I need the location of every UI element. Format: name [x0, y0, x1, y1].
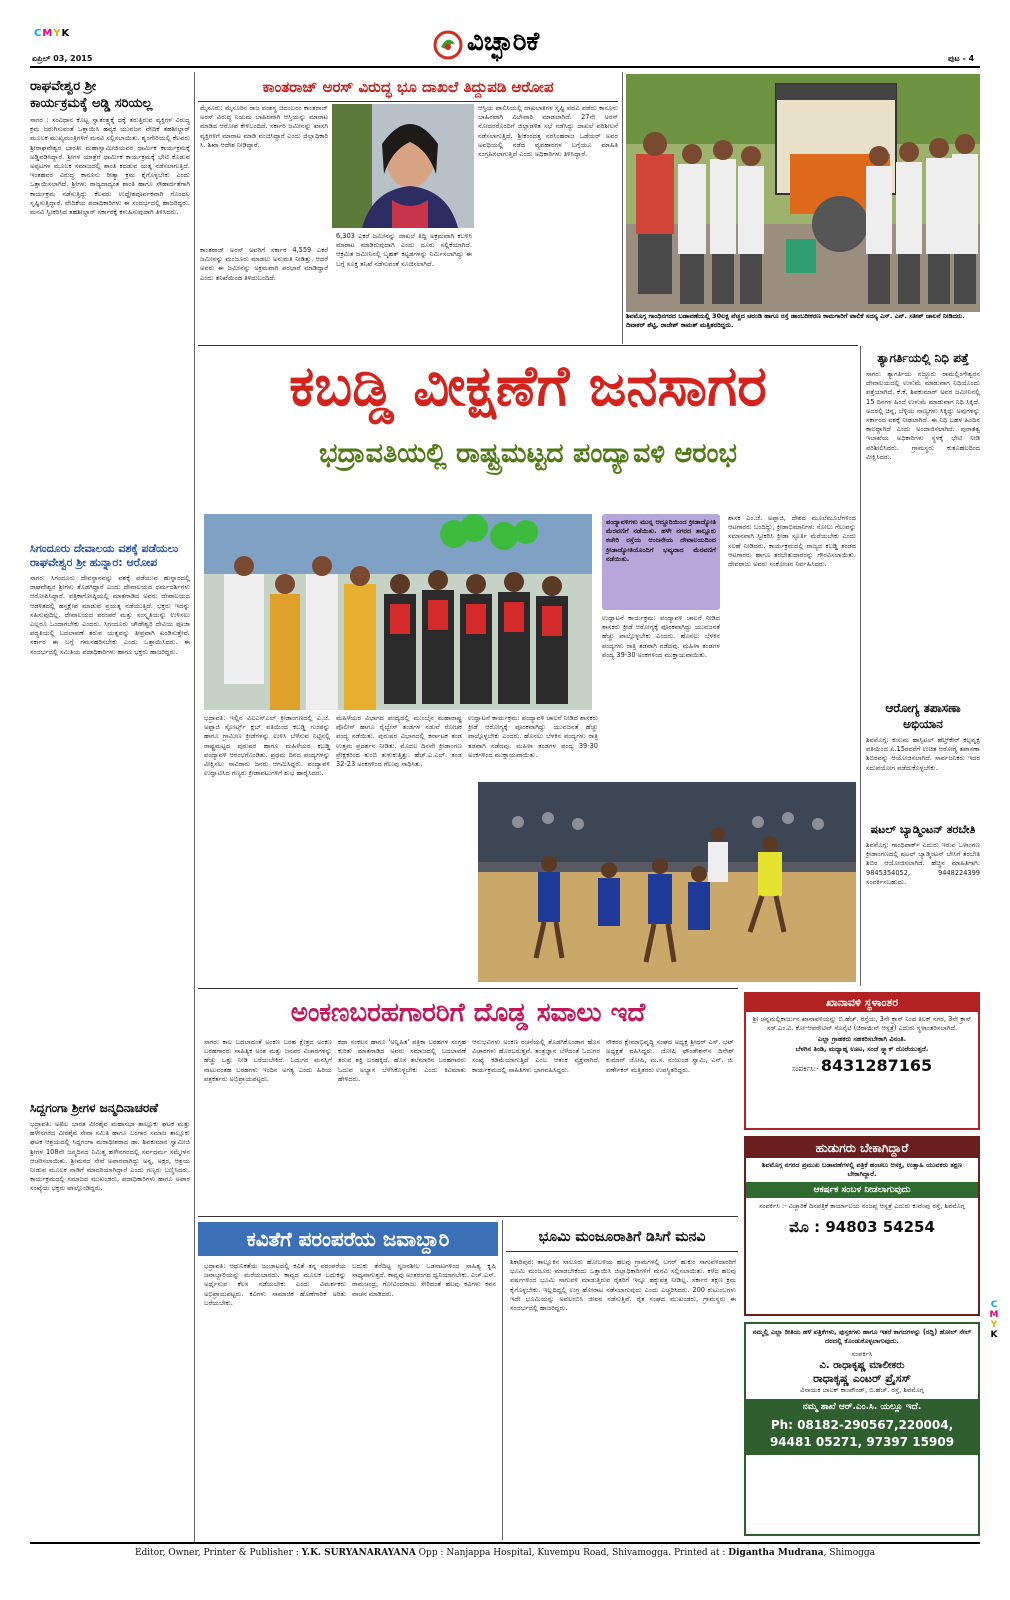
right-article-1: ಸಾಗರ: ತ್ಯಾಗರ್ತಿಯ ನಜ್ಜೂರು ರಾಮಲ್ಲಿಂಗೇಶ್ವರನ ದೇವಾಲಯದಲ್ಲಿ ಉಳುಮೆ ಮಾಡುವಾಗ ನಿಧಿಯೊಂದು ಪತ್ತೆಯಾಗಿದೆ. ಕೆ.ಕೆ. ಶಿವಕುಮಾರ್ ಅವರ ಜಮೀನಿನಲ್ಲಿ 15 ದಿನಗಳ ಹಿಂದೆ ಉಳುಮೆ ಮಾಡುವಾಗ ನಿಧಿ ಸಿಕ್ಕಿದೆ. ಅದರಲ್ಲಿ ಚಿನ್ನ, ಬೆಳ್ಳಿಯ ನಾಣ್ಯಗಳು ಸಿಕ್ಕಿದ್ದು ಅವುಗಳನ್ನು ಸರ್ಕಾರದ ವಶಕ್ಕೆ ನೀಡಲಾಗಿದೆ. ಈ ನಿಧಿ ಬಹಳ ಹಿಂದಿನ ಕಾಲದ್ದಾಗಿದೆ ಎಂದು ಅಂದಾಜಿಸಲಾಗಿದೆ. ಪುರಾತತ್ವ ಇಲಾಖೆಯ ಅಧಿಕಾರಿಗಳು ಸ್ಥಳಕ್ಕೆ ಭೇಟಿ ನೀಡಿ ಪರಿಶೀಲಿಸಿದರು. ಗ್ರಾಮಸ್ಥರು ಕುತೂಹಲದಿಂದ ವೀಕ್ಷಿಸಿದರು. [866, 370, 980, 461]
ad-scrap-address: ವಿನಾಯಕ ಬಾಲಕ್ ಕಾಂಪೌಂಡ್, ಬಿ.ಹೆಚ್. ರಸ್ತೆ, ಶಿವಮೊಗ್ಗ [800, 1385, 924, 1394]
ad-scrap-owner: ವಿ. ರಾಧಾಕೃಷ್ಣ ಮಾಲೀಕರು [819, 1359, 905, 1371]
ad-delivery-subheading: ಆಕರ್ಷಕ ಸಂಬಳ ನೀಡಲಾಗುವುದು [746, 1182, 978, 1198]
top-story-text-a1: ಮೈಸೂರು: ಮೈಸೂರಿನ ರಾಜ ವಂಶಸ್ಥ ಚಿದಂಬರಂ ಕಾಂತರಾಜ್ ಅರಸ್ ವಿರುದ್ಧ ನಿಯಮ ಬಾಹಿರವಾಗಿ ಆಸ್ತಿಯನ್ನು ಮಾರಾಟ ಮಾಡಿದ ಆರೋಪ ಕೇಳಿಬಂದಿದೆ. ಸರ್ಕಾರಿ ಜಮೀನನ್ನು ಖಾಸಗಿ ವ್ಯಕ್ತಿಗಳಿಗೆ ಮಾರಾಟ ಮಾಡಿ ವಂಚಿಸಿದ್ದಾರೆ ಎಂದು ಜಿಲ್ಲಾಧಿಕಾರಿ ಸಿ. ಶಿಖಾ ಆದೇಶ ನೀಡಿದ್ದಾರೆ. [200, 104, 328, 149]
top-story-text-a2: ಕಾಂತರಾಜ್ ಅರಸ್ ಅವರಿಗೆ ಸರ್ಕಾರ 4,559 ಎಕರೆ ಜಮೀನನ್ನು ಮಂಜೂರು ಮಾಡಲು ಅನುಮತಿ ನೀಡಿತ್ತು. ಆದರೆ ಅವರು ಈ ಜಮೀನನ್ನು ಅಕ್ರಮವಾಗಿ ಪರಭಾರೆ ಮಾಡಿದ್ದಾರೆ ಎಂದು ತನಿಖೆಯಿಂದ ತಿಳಿದುಬಂದಿದೆ. [200, 246, 328, 282]
lead-article-col3a-text: ಉದ್ಘಾಟನೆ ಕಾರ್ಯಕ್ರಮ: ಪಂದ್ಯಾವಳಿ ಚಾಲನೆ ನೀಡಿದ ಶಾಸಕರು ಕ್ರೀಡೆ ಆರೋಗ್ಯಕ್ಕೆ ಪೂರಕವಾಗಿದ್ದು ಯುವಜನತೆ ಹೆಚ್ಚು ಪಾಲ್ಗೊಳ್ಳಬೇಕು ಎಂದರು. ಹೊನಲು ಬೆಳಕಿನ ಪಂದ್ಯಗಳು ರಾತ್ರಿ ತಡವಾಗಿ ನಡೆದವು. ಮಹಿಳಾ ತಂಡಗಳ ಪಂದ್ಯ 39-30 ಅಂಕಗಳಿಂದ ಮುಕ್ತಾಯವಾಯಿತು. [602, 614, 720, 659]
kabaddi-team-photo [204, 514, 592, 710]
left-headline-1-line1: ರಾಘವೇಶ್ವರ ಶ್ರೀ [30, 79, 97, 94]
poem-story-headline: ಕವಿತೆಗೆ ಪರಂಪರೆಯ ಜವಾಬ್ದಾರಿ [198, 1222, 498, 1256]
masthead-title: ವಿಚ್ಛಾರಿಕೆ [467, 27, 540, 57]
logo-emblem-icon [433, 30, 463, 60]
road-inauguration-scene-icon [626, 74, 980, 312]
left-column [30, 72, 190, 1540]
land-story-headline: ಭೂಮಿ ಮಂಜೂರಾತಿಗೆ ಡಿಸಿಗೆ ಮನವಿ [506, 1222, 738, 1252]
poem-story-text-2: ಬದುಕು ತೆರೆದಿಟ್ಟ ಸೃಜನಶೀಲ ಒಡನಾಟಗಳಿಂದ ಸಾಹಿತ್ಯ ಕೃಷಿ ಸಾಧ್ಯವಾಗುತ್ತದೆ. ಕಾವ್ಯವು ಅಂತರಂಗದ ಧ್ವನಿಯಾಗಬೇಕು. ಎಚ್.ಎಸ್. ರಾಮಚಂದ್ರ, ಗೋವಿಂದರಾಜು ಸೇರಿದಂತೆ ಹಲವು ಕವಿಗಳು ಕವನ ವಾಚನ ಮಾಡಿದರು. [352, 1262, 496, 1298]
right-headline-3: ಷಟಲ್ ಬ್ಯಾಡ್ಮಿಂಟನ್ ತರಬೇತಿ [870, 823, 976, 836]
imprint-press: Digantha Mudrana [728, 1548, 824, 1558]
road-work-photo [626, 74, 980, 312]
issue-date: ಏಪ್ರಿಲ್ 03, 2015 [32, 54, 93, 63]
cmyk-mark-vertical: C M Y K [989, 1300, 999, 1340]
left-headline-3: ಸಿದ್ದಗಂಗಾ ಶ್ರೀಗಳ ಜನ್ಮದಿನಾಚರಣೆ [30, 1101, 158, 1115]
left-headline-2: ಸಿಗಂದೂರು ದೇವಾಲಯ ವಶಕ್ಕೆ ಪಡೆಯಲು ರಾಘವೇಶ್ವರ ಶ್ರೀ ಹುನ್ನಾರ: ಆರೋಪ [30, 542, 179, 569]
ad-delivery-text: ಶಿವಮೊಗ್ಗ ನಗರದ ಪ್ರಮುಖ ಬಡಾವಣೆಗಳಲ್ಲಿ ಪತ್ರಿಕೆ ಹಂಚಲು ಆಸಕ್ತ, ಉತ್ಸಾಹಿ ಯುವಕರು ತಕ್ಷಣ ಬೇಕಾಗಿದ್ದಾರೆ. [761, 1161, 963, 1179]
left-headline-1-line2: ಕಾರ್ಯಕ್ರಮಕ್ಕೆ ಅಡ್ಡಿ ಸರಿಯಲ್ಲ [30, 96, 153, 111]
ad-scrap-branch: ನಮ್ಮ ಶಾಖೆ ಆರ್.ಎಂ.ಸಿ. ಯಲ್ಲೂ ಇದೆ. [746, 1399, 978, 1415]
lead-headline: ಕಬಡ್ಡಿ ವೀಕ್ಷಣೆಗೆ ಜನಸಾಗರ [289, 354, 767, 419]
left-headline-1 [30, 78, 190, 112]
cmyk-mark: CMYK [34, 28, 71, 39]
woman-portrait-icon [332, 104, 474, 228]
left-article-1: ಸಾಗರ : ಸಂವಿಧಾನ ಕೊಟ್ಟ ಸ್ವಾತಂತ್ರ್ಯಕ್ಕೆ ಧಕ್ಕೆ ತರುತ್ತಿರುವ ವ್ಯಕ್ತಿಗಳ ವಿರುದ್ಧ ಕ್ರಮ ಜರುಗಿಸುವಂತೆ ಒತ್ತಾಯಿಸಿ ಹವ್ಯಕ ಯುವಜನ ವೇದಿಕೆ ತಹಶೀಲ್ದಾರ್ ಮೂಲಕ ಮುಖ್ಯಮಂತ್ರಿಗಳಿಗೆ ಮನವಿ ಸಲ್ಲಿಸಲಾಯಿತು. ಶೃಂಗೇರಿಯಲ್ಲಿ ಕೆಲವರು ಶ್ರೀರಾಘವೇಶ್ವರ ಭಾರತೀ ಮಹಾಸ್ವಾಮೀಜಿಯವರ ಧಾರ್ಮಿಕ ಕಾರ್ಯಕ್ರಮಕ್ಕೆ ಅಡ್ಡಿಪಡಿಸಿದ್ದಾರೆ. ಶ್ರೀಗಳ ಯಾತ್ರೆಗೆ ಧಾರ್ಮಿಕ ಕಾರ್ಯಕ್ರಮಕ್ಕೆ ಭೇಟಿ ಕೊಡುವ ಅಪ್ಪಟಗಳ ಮೂಲಕ ಸಮಾಜದಲ್ಲಿ ಶಾಂತಿ ಕದಡುವ ಯತ್ನ ನಡೆಸಲಾಗುತ್ತಿದೆ. ಇಂತಹವರ ವಿರುದ್ಧ ಕಾನೂನು ರೀತ್ಯಾ ಕ್ರಮ ಕೈಗೊಳ್ಳಬೇಕು ಎಂದು ಒತ್ತಾಯಿಸಲಾಗಿದೆ. ಶ್ರೀಗಳು ರಾಜ್ಯದಾದ್ಯಂತ ಶಾಂತಿ ಹಾಗೂ ಸೌಹಾರ್ದತೆಗಾಗಿ ಕಾರ್ಯಕ್ರಮ ನಡೆಸುತ್ತಿದ್ದು ಕೆಲವರು ಉದ್ದೇಶಪೂರ್ವಕವಾಗಿ ಗೊಂದಲ ಸೃಷ್ಟಿಸುತ್ತಿದ್ದಾರೆ. ವೇದಿಕೆಯ ಪದಾಧಿಕಾರಿಗಳು ಈ ಸಂದರ್ಭದಲ್ಲಿ ಹಾಜರಿದ್ದರು. ಮನವಿ ಸ್ವೀಕರಿಸಿದ ತಹಶೀಲ್ದಾರ್ ಸರ್ಕಾರಕ್ಕೆ ಕಳುಹಿಸುವುದಾಗಿ ತಿಳಿಸಿದರು. [30, 116, 190, 217]
ad-khanavali-heading: ಖಾನಾವಳಿ ಸ್ಥಳಾಂತರ [746, 994, 978, 1012]
land-story-text: ಶಿಕಾರಿಪುರ: ತಾಲ್ಲೂಕಿನ ಸಾಲೂರು ಹೋಬಳಿಯ ಹಲವು ಗ್ರಾಮಗಳಲ್ಲಿ ಬಗರ್ ಹುಕುಂ ಸಾಗುವಳಿದಾರರಿಗೆ ಭೂಮಿ ಮಂಜೂರು ಮಾಡಬೇಕೆಂದು ಒತ್ತಾಯಿಸಿ ಜಿಲ್ಲಾಧಿಕಾರಿಗಳಿಗೆ ಮನವಿ ಸಲ್ಲಿಸಲಾಯಿತು. ಕಳೆದ ಹಲವು ವರ್ಷಗಳಿಂದ ಭೂಮಿ ಸಾಗುವಳಿ ಮಾಡುತ್ತಿರುವ ರೈತರಿಗೆ ಇನ್ನೂ ಹಕ್ಕುಪತ್ರ ನೀಡಿಲ್ಲ. ಸರ್ಕಾರ ತಕ್ಷಣ ಕ್ರಮ ಕೈಗೊಳ್ಳಬೇಕು. ಇಲ್ಲದಿದ್ದಲ್ಲಿ ಉಗ್ರ ಹೋರಾಟ ನಡೆಸಲಾಗುವುದು ಎಂದು ಎಚ್ಚರಿಸಿದರು. 200 ಕುಟುಂಬಗಳು ಇದೇ ಭೂಮಿಯನ್ನು ಅವಲಂಬಿಸಿ ಜೀವನ ನಡೆಸುತ್ತಿವೆ. ರೈತ ಸಂಘದ ಮುಖಂಡರು, ಗ್ರಾಮಸ್ಥರು ಈ ಸಂದರ್ಭದಲ್ಲಿ ಹಾಜರಿದ್ದರು. [510, 1258, 736, 1313]
ad-khanavali-line3: ಬೆಳಗಿನ ತಿಂಡಿ, ಮಧ್ಯಾಹ್ನ ಊಟ, ಸಂಜೆ ಸ್ನ್ಯಾಕ್ ದೊರೆಯುತ್ತದೆ. [795, 1044, 929, 1053]
second-story-text-4: ನೌಕರರ ಕ್ಷೇಮಾಭಿವೃದ್ಧಿ ಸಂಘದ ಅಧ್ಯಕ್ಷ ಶ್ರೀಧರ್ ಎಸ್. ಭಟ್ ಅಧ್ಯಕ್ಷತೆ ವಹಿಸಿದ್ದರು. ಜೋಷಿ ಫೌಂಡೇಶನ್‌ನ ದಿನೇಶ್ ಕುಮಾರ್ ಜೋಷಿ, ಮ.ಸ. ನಂಜುಂಡ ಸ್ವಾಮಿ, ಎನ್. ಜಿ. ವರ್ಣೇಕರ್ ಮತ್ತಿತರರು ಉಪಸ್ಥಿತರಿದ್ದರು. [606, 1038, 734, 1074]
ad-delivery-heading: ಹುಡುಗರು ಬೇಕಾಗಿದ್ದಾರೆ [746, 1138, 978, 1158]
ad-scrap-text: ನಮ್ಮಲ್ಲಿ ಎಲ್ಲಾ ರೀತಿಯ ಹಳೆ ಪತ್ರಿಕೆಗಳು, ಪುಸ್ತಕಗಳು ಹಾಗೂ ಇತರೆ ಕಾಗದಗಳನ್ನು (ರದ್ದಿ) ಹೋಲ್ ಸೇಲ್ ದರದಲ್ಲಿ ಕೊಂಡುಕೊಳ್ಳಲಾಗುವುದು. [752, 1328, 972, 1346]
kabaddi-highlight-box: ಪಂದ್ಯಾವಳಿಗಳು ಮುನ್ನ ಆದ್ದೂರಿಯಿಂದ ಕ್ರೀಡಾಜ್ಯೋತಿ ಮೆರವಣಿಗೆ ನಡೆಯಿತು. ಹಳೇ ನಗರದ ತಾಲ್ಲೂಕು ಕಚೇರಿ ರಸ್ತೆಯ ಆಂಜನೇಯ ದೇವಾಲಯದಿಂದ ಕ್ರೀಡಾಜ್ಯೋತಿಯೊಂದಿಗೆ ಭವ್ಯವಾದ ಮೆರವಣಿಗೆ ನಡೆಯಿತು. [602, 514, 720, 610]
imprint-line [30, 1546, 980, 1562]
ad-scrap-contact-label: ಸಂಪರ್ಕಿಸಿ [851, 1350, 873, 1359]
lead-article-4: ಶಾಸಕ ಎಂ.ಜೆ. ಅಪ್ಪಾಜಿ, ದೇಶದ ಮೂಲೆಮೂಲೆಗಳಿಂದ ಆಟಗಾರರು ಬಂದಿದ್ದು, ಕ್ರೀಡಾಭಿಮಾನಿಗಳು ಸೋಲು ಗೆಲುವನ್ನು ಸಮಾನವಾಗಿ ಸ್ವೀಕರಿಸಿ ಕ್ರೀಡಾ ಸ್ಫೂರ್ತಿ ಮೆರೆಯಬೇಕು ಎಂದು ಸಲಹೆ ನೀಡಿದರು. ಕಾರ್ಯಕ್ರಮದಲ್ಲಿ ರಾಜ್ಯದ ಕಬಡ್ಡಿ ತಂಡದ ಆಟಗಾರರು ಹಾಗೂ ತರಬೇತುದಾರರನ್ನು ಗೌರವಿಸಲಾಯಿತು. ದೇವರಾಜು ಅವರು ಸಂಕೋಚನ ನಿರ್ವಹಿಸಿದರು. [728, 514, 856, 569]
kabaddi-match-action-icon [478, 782, 856, 982]
ad-khanavali-contact [746, 1056, 978, 1076]
masthead [0, 0, 1010, 70]
second-story-text-3: ಆನುಭವಿಗಳು ಅಂಕಣ ರಚನೆಯಲ್ಲಿ ತೊಡಗಿಕೊಂಡಾಗ ಹೊಸ ವಿಚಾರಗಳು ಹೊರಬರುತ್ತವೆ. ತಂತ್ರಜ್ಞಾನ ಬೆಳೆದಂತೆ ಓದುಗರ ಸಂಖ್ಯೆ ಕಡಿಮೆಯಾಗುತ್ತಿದೆ ಎಂಬ ಆತಂಕ ವ್ಯಕ್ತವಾಗಿದೆ. ಕಾರ್ಯಕ್ರಮದಲ್ಲಿ ಸಾಹಿತಿಗಳು ಭಾಗವಹಿಸಿದ್ದರು. [472, 1038, 600, 1074]
top-story-headline: ಕಾಂತರಾಜ್ ಅರಸ್ ವಿರುದ್ಧ ಭೂ ದಾಖಲೆ ತಿದ್ದುಪಡಿ ಆರೋಪ [262, 78, 554, 96]
top-story-text-c: ಆಸ್ತಿಯ ಪಾಲಿಸಿಯಲ್ಲಿ ದಾಖಲಾತಿಗಳ ಸೃಷ್ಟಿ ಪದವಿ ಪಡೆದು ಕಾನೂನು ಬಾಹಿರವಾಗಿ ವಿಲೇವಾರಿ ಮಾಡಲಾಗಿದೆ. 27ನೇ ಅರಸ್ ಸೋದರರೊಂದಿಗೆ ಜಿಲ್ಲಾಡಳಿತ ಸಭೆ ನಡೆಸಿದ್ದು ದಾಖಲೆ ಪರಿಶೀಲನೆ ನಡೆಸಲಾಗುತ್ತಿದೆ. ಶ್ರೀಕಂಠದತ್ತ ನರಸಿಂಹರಾಜ ಒಡೆಯರ್ ಅವರ ಅವಧಿಯಲ್ಲಿ ನಡೆದ ವ್ಯವಹಾರಗಳ ಬಗ್ಗೆಯೂ ಮಾಹಿತಿ ಸಂಗ್ರಹಿಸಲಾಗುತ್ತಿದೆ ಎಂದು ಅಧಿಕಾರಿಗಳು ತಿಳಿಸಿದ್ದಾರೆ. [478, 104, 618, 159]
second-story-headline: ಅಂಕಣಬರಹಗಾರರಿಗೆ ದೊಡ್ಡ ಸವಾಲು ಇದೆ [290, 998, 646, 1028]
right-column [866, 348, 980, 988]
ad-scrap-phones [746, 1415, 978, 1455]
imprint-address: Opp : Nanjappa Hospital, Kuvempu Road, Shivamogga. Printed at : [415, 1548, 729, 1558]
ad-delivery-phone: ಮೊ : 94803 54254 [789, 1217, 935, 1236]
masthead-logo [433, 26, 593, 62]
ad-khanavali [744, 992, 980, 1130]
lead-article-3: ಉದ್ಘಾಟನೆ ಕಾರ್ಯಕ್ರಮ: ಪಂದ್ಯಾವಳಿ ಚಾಲನೆ ನೀಡಿದ ಶಾಸಕರು ಕ್ರೀಡೆ ಆರೋಗ್ಯಕ್ಕೆ ಪೂರಕವಾಗಿದ್ದು ಯುವಜನತೆ ಹೆಚ್ಚು ಪಾಲ್ಗೊಳ್ಳಬೇಕು ಎಂದರು. ಹೊನಲು ಬೆಳಕಿನ ಪಂದ್ಯಗಳು ರಾತ್ರಿ ತಡವಾಗಿ ನಡೆದವು. ಮಹಿಳಾ ತಂಡಗಳ ಪಂದ್ಯ 39-30 ಅಂಕಗಳಿಂದ ಮುಕ್ತಾಯವಾಯಿತು. [468, 714, 598, 759]
second-story-text-2: ಕಥಾ ಸಂಕಲನ ಹಾಗೂ 'ಅನ್ನಿಹಿತ' ಪತ್ರಿಕಾ ಬರಹಗಳ ಸಂಗ್ರಹ ಕುರಿತು ಮಾತನಾಡಿದ ಅವರು ಸಮಾಜದಲ್ಲಿ ಬದಲಾವಣೆ ತರುವ ಶಕ್ತಿ ಬರಹಕ್ಕಿದೆ. ಹೊಸ ತಲೆಮಾರಿನ ಬರಹಗಾರರು ಓದುವ ಅಭ್ಯಾಸ ಬೆಳೆಸಿಕೊಳ್ಳಬೇಕು ಎಂದು ಕಿವಿಮಾತು ಹೇಳಿದರು. [338, 1038, 466, 1083]
lead-article-1: ಭದ್ರಾವತಿ: ಇಲ್ಲಿನ ವಿಐಎಸ್‌ಎಲ್ ಕ್ರೀಡಾಂಗಣದಲ್ಲಿ ಎ.ಜೆ. ಅಪ್ಪಾಜಿ ಸ್ಪೋರ್ಟ್ಸ್ ಕ್ಲಬ್ ವತಿಯಿಂದ ಕಬಡ್ಡಿ ಗುಂಪನ್ನು ಹಾಗೂ ಗ್ರಾಮೀಣ ಕ್ರೀಡೆಗಳನ್ನು ಉಳಿಸಿ ಬೆಳೆಸುವ ನಿಟ್ಟಿನಲ್ಲಿ ರಾಷ್ಟ್ರಮಟ್ಟದ ಪುರುಷರ ಹಾಗೂ ಮಹಿಳೆಯರ ಕಬಡ್ಡಿ ಪಂದ್ಯಾವಳಿ ಆರಂಭಗೊಂಡಿತು. ಪ್ರಥಮ ದಿನದ ಪಂದ್ಯಗಳನ್ನು ವೀಕ್ಷಿಸಲು ಸಾವಿರಾರು ಜನರು ಆಗಮಿಸಿದ್ದರು. ಪಂದ್ಯಾವಳಿ ಉದ್ಘಾಟಿಸಿದ ಗಣ್ಯರು ಕ್ರೀಡಾಪಟುಗಳಿಗೆ ಶುಭ ಹಾರೈಸಿದರು. [204, 714, 330, 778]
lead-article-2: ಮಹಿಳೆಯರ ವಿಭಾಗದ ಪಂದ್ಯದಲ್ಲಿ ಮುಂಬೈನ ಮಹಾರಾಷ್ಟ್ರ ಪೊಲೀಸ್ ಹಾಗೂ ರೈಲ್ವೇಸ್ ತಂಡಗಳ ನಡುವೆ ರೋಚಕ ಪಂದ್ಯ ನಡೆಯಿತು. ಪುರುಷರ ವಿಭಾಗದಲ್ಲಿ ಕರ್ನಾಟಕ ತಂಡ ಉತ್ತಮ ಪ್ರದರ್ಶನ ನೀಡಿತು. ಮೊದಲ ದಿನವೇ ಕ್ರೀಡಾಂಗಣ ಪ್ರೇಕ್ಷಕರಿಂದ ತುಂಬಿ ತುಳುಕುತ್ತಿತ್ತು. ಹೆಚ್.ಎ.ಎಲ್. ತಂಡ 32-23 ಅಂಕಗಳಿಂದ ಗೆಲುವು ಸಾಧಿಸಿತು. [336, 714, 462, 769]
page-number: ಪುಟ - 4 [948, 54, 975, 63]
poem-story-text-1: ಭದ್ರಾವತಿ: ಆಧುನಿಕತೆಯ ಜಂಜಾಟದಲ್ಲಿ ಕವಿತೆ ತನ್ನ ಪರಂಪರೆಯ ಜವಾಬ್ದಾರಿಯನ್ನು ಮರೆಯಬಾರದು. ಕಾವ್ಯದ ಮೂಲಕ ಬದುಕನ್ನು ಅರ್ಥೈಸುವ ಕೆಲಸ ನಡೆಯಬೇಕು ಎಂದು ವಿಮರ್ಶಕರು ಅಭಿಪ್ರಾಯಪಟ್ಟರು. ಕವಿಗಳು ಸಾಮಾಜಿಕ ಹೊಣೆಗಾರಿಕೆ ಅರಿತು ಬರೆಯಬೇಕು. [204, 1262, 346, 1307]
right-headline-1: ತ್ಯಾಗರ್ತಿಯಲ್ಲಿ ನಿಧಿ ಪತ್ತೆ [877, 351, 969, 365]
road-work-caption: ಶಿವಮೊಗ್ಗ ಗಾಂಧಿನಗರದ ಬಡಾವಣೆಯಲ್ಲಿ 30ಲಕ್ಷ ವೆಚ್ಚದ ಚರಂಡಿ ಹಾಗೂ ರಸ್ತೆ ಡಾಂಬರೀಕರಣ ಕಾಮಗಾರಿಗೆ ಪಾಲಿಕೆ ಸದಸ್ಯ ಎಸ್. ಎನ್. ಸತೀಶ್ ಚಾಲನೆ ನೀಡಿದರು. ದಿವಾಕರ್ ಶೆಟ್ಟಿ, ರಾಜೇಶ್ ಕಾಮತ್ ಮತ್ತಿತರರಿದ್ದರು. [626, 312, 965, 329]
kabaddi-match-photo [478, 782, 856, 982]
left-article-2: ಸಾಗರ: ಸಿಗಂದೂರು ದೇವಸ್ಥಾನವನ್ನು ವಶಕ್ಕೆ ಪಡೆಯುವ ಹುನ್ನಾರದಲ್ಲಿ ರಾಘವೇಶ್ವರ ಶ್ರೀಗಳು ತೊಡಗಿದ್ದಾರೆ ಎಂದು ದೇವಾಲಯದ ಧರ್ಮದರ್ಶಿಗಳು ಆರೋಪಿಸಿದ್ದಾರೆ. ಪತ್ರಿಕಾಗೋಷ್ಠಿಯಲ್ಲಿ ಮಾತನಾಡಿದ ಅವರು ದೇವಾಲಯದ ಆಡಳಿತದಲ್ಲಿ ಹಸ್ತಕ್ಷೇಪ ಮಾಡುವ ಪ್ರಯತ್ನ ನಡೆಯುತ್ತಿದೆ. ಭಕ್ತರು ಇದನ್ನು ಸಹಿಸುವುದಿಲ್ಲ. ದೇವಾಲಯದ ಪರಂಪರೆ ಮತ್ತು ಸಂಸ್ಕೃತಿಯನ್ನು ಉಳಿಸಲು ಎಲ್ಲರೂ ಒಂದಾಗಬೇಕು ಎಂದರು. ಸಿಗಂದೂರು ಚೌಡೇಶ್ವರಿ ದೇವಿಯ ಪೂಜಾ ಪದ್ಧತಿಯಲ್ಲಿ ಬದಲಾವಣೆ ತರುವ ಯತ್ನವನ್ನು ತೀವ್ರವಾಗಿ ಖಂಡಿಸುತ್ತೇವೆ. ಸರ್ಕಾರ ಈ ಬಗ್ಗೆ ಗಮನಹರಿಸಬೇಕು ಎಂದು ಒತ್ತಾಯಿಸಿದರು. ಈ ಸಂದರ್ಭದಲ್ಲಿ ಸಮಿತಿಯ ಪದಾಧಿಕಾರಿಗಳು ಹಾಗೂ ಭಕ್ತರು ಹಾಜರಿದ್ದರು. [30, 574, 190, 656]
lead-subhead: ಭದ್ರಾವತಿಯಲ್ಲಿ ರಾಷ್ಟ್ರಮಟ್ಟದ ಪಂದ್ಯಾವಳಿ ಆರಂಭ [319, 438, 737, 469]
imprint-city: , Shimogga [823, 1548, 876, 1558]
ad-khanavali-phone: 8431287165 [820, 1055, 933, 1075]
ad-khanavali-text: ಶ್ರೀ ಚನ್ನಮಲ್ಲಿಕಾರ್ಜುನ ಖಾನಾವಳಿಯನ್ನು ಬಿ.ಹೆಚ್. ರಸ್ತೆಯ, 3ನೇ ಕ್ರಾಸ್ ನಿಂದ ತಿಲಕ್ ನಗರ, 3ನೇ ಕ್ರಾಸ್ ಸರ್.ಎಂ.ವಿ. ಕೋ-ಆಪರೇಟಿವ್ ಸೊಸೈಟಿ (ಚಿರಾಯಿನ್ ಆಸ್ಪತ್ರೆ) ಎದುರು ಸ್ಥಳಾಂತರಿಸಲಾಗಿದೆ. [752, 1015, 972, 1033]
ad-khanavali-contact-label: ಸಂಪರ್ಕಿಸಿ:- [791, 1064, 819, 1073]
imprint-publisher: Y.K. SURYANARAYANA [301, 1548, 416, 1558]
ad-delivery-contact: ಸಂಪರ್ಕಿಸಿ :- ವಿಚ್ಛಾರಿಕೆ ದಿನಪತ್ರಿಕೆ ಕಾರ್ಯಾಲಯ ನಂಜಪ್ಪ ಆಸ್ಪತ್ರೆ ಎದುರು ಕುವೆಂಪು ರಸ್ತೆ, ಶಿವಮೊಗ್ಗ [759, 1202, 965, 1211]
imprint-prefix: Editor, Owner, Printer & Publisher : [134, 1548, 302, 1558]
portrait-photo [332, 104, 474, 228]
second-story-text-1: ಸಾಗರ: ಕಾಲ ಬದಲಾದಂತೆ ಅಂಕಣ ಬರಹ ಕ್ಷೇತ್ರದ ಅಂಕಣ ಬರಹಗಾರರು ಸಾಹಿತ್ಯಿಕ ಅಂಶ ಮತ್ತು ಜನಪರ ವಿಚಾರಗಳನ್ನು ಹೆಚ್ಚು ಒತ್ತು ನೀಡಿ ಬರೆಯಬೇಕಿದೆ. ಓದುಗರ ಮನಸ್ಸಿಗೆ ನಾಟುವಂತಹ ಬರಹಗಳು ಇಂದಿನ ಅಗತ್ಯ ಎಂದು ಹಿರಿಯ ಪತ್ರಕರ್ತರು ಅಭಿಪ್ರಾಯಪಟ್ಟರು. [204, 1038, 332, 1083]
ad-scrap-company: ರಾಧಾಕೃಷ್ಣ ಎಂಟರ್ ಪ್ರೈಸಸ್ [813, 1372, 911, 1386]
ad-scrap-phone-2: 94481 05271, 97397 15909 [769, 1435, 955, 1450]
right-article-2: ಶಿವಮೊಗ್ಗ: ಕುಸುಮ ಹಾಸ್ಪಿಟಲ್ ಹೆಲ್ತ್‌ಕೇರ್ ಕಲ್ಪವೃಕ್ಷ ವತಿಯಿಂದ ಏ.15ರವರೆಗೆ ಉಚಿತ ಆರೋಗ್ಯ ತಪಾಸಣಾ ಶಿಬಿರವನ್ನು ಆಯೋಜಿಸಲಾಗಿದೆ. ಸಾರ್ವಜನಿಕರು ಇದರ ಸದುಪಯೋಗ ಪಡೆದುಕೊಳ್ಳಬೇಕು. [866, 736, 980, 772]
ad-scrap-paper [744, 1322, 980, 1536]
right-article-3: ಶಿವಮೊಗ್ಗ: ಗಾಂಧಿಪಾರ್ಕ್ ಎದುರು ಇರುವ ಒಳಾಂಗಣ ಕ್ರೀಡಾಂಗಣದಲ್ಲಿ ಷಟಲ್ ಬ್ಯಾಡ್ಮಿಂಟನ್ ಬೇಸಿಗೆ ತರಬೇತಿ ಶಿಬಿರ ಆಯೋಜಿಸಲಾಗಿದೆ. ಹೆಚ್ಚಿನ ಮಾಹಿತಿಗಾಗಿ: 9845354052, 9448224399 ಸಂಪರ್ಕಿಸಬಹುದು. [866, 841, 980, 886]
kabaddi-team-group-icon [204, 514, 592, 710]
right-headline-2: ಆರೋಗ್ಯ ತಪಾಸಣಾ ಅಭಿಯಾನ [885, 701, 961, 731]
lead-article-col3a [602, 614, 720, 772]
ad-delivery-boys [744, 1136, 980, 1316]
ad-khanavali-line2: ಎಲ್ಲಾ ಗ್ರಾಹಕರು ಸಹಕರಿಸಬೇಕಾಗಿ ವಿನಂತಿ. [817, 1035, 907, 1044]
left-article-3: ಭದ್ರಾವತಿ: ಅಖಿಲ ಭಾರತ ವೀರಶೈವ ಮಹಾಸಭಾ ತಾಲ್ಲೂಕು ಘಟಕ ಮತ್ತು ಹಳೇನಗರದ ವೀರಶೈವ ಸೇವಾ ಸಮಿತಿ ಹಾಗೂ ಬಂಗಾರ ಸಮಾಜ ತಾಲ್ಲೂಕು ಘಟಕ ಆಶ್ರಯದಲ್ಲಿ ಸಿದ್ದಗಂಗಾ ಮಠಾಧೀಶರಾದ ಡಾ. ಶಿವಕುಮಾರ ಸ್ವಾಮೀಜಿ ಶ್ರೀಗಳ 108ನೇ ಜನ್ಮದಿನದ ನಿಮಿತ್ತ ಹಳೇನಗರದಲ್ಲಿ ಸರ್ವಧರ್ಮ ಸಮ್ಮೇಳನ ಆಚರಿಸಲಾಯಿತು. ಶ್ರೀಮಠದ ಸೇವೆ ಅಪಾರವಾಗಿದ್ದು ಅನ್ನ, ಅಕ್ಷರ, ಆಶ್ರಯ ನೀಡುವ ಮೂಲಕ ನಾಡಿಗೆ ಮಾದರಿಯಾಗಿದ್ದಾರೆ ಎಂದು ಗಣ್ಯರು ಬಣ್ಣಿಸಿದರು. ಕಾರ್ಯಕ್ರಮದಲ್ಲಿ ಸಮಾಜದ ಮುಖಂಡರು, ಪದಾಧಿಕಾರಿಗಳು ಹಾಗೂ ಅಪಾರ ಸಂಖ್ಯೆಯ ಭಕ್ತರು ಪಾಲ್ಗೊಂಡಿದ್ದರು. [30, 1120, 190, 1193]
ad-scrap-phone-1: Ph: 08182-290567,220004, [770, 1418, 954, 1433]
top-story-text-b: 6,303 ಎಕರೆ ಜಮೀನನ್ನು ದಾಖಲೆ ತಿದ್ದಿ ಅಕ್ರಮವಾಗಿ ಕಬಳಿಸಿ ಮಾರಾಟ ಮಾಡಿರುವುದಾಗಿ ಎಂದು ದೂರು ಸಲ್ಲಿಕೆಯಾಗಿದೆ. ಆಕ್ರಮಿತ ಜಮೀನಿನಲ್ಲಿ ಬೃಹತ್ ಕಟ್ಟಡಗಳನ್ನು ನಿರ್ಮಿಸಲಾಗಿದ್ದು ಈ ಬಗ್ಗೆ ಸೂಕ್ತ ತನಿಖೆ ನಡೆಸುವಂತೆ ಸೂಚಿಸಲಾಗಿದೆ. [336, 232, 472, 268]
